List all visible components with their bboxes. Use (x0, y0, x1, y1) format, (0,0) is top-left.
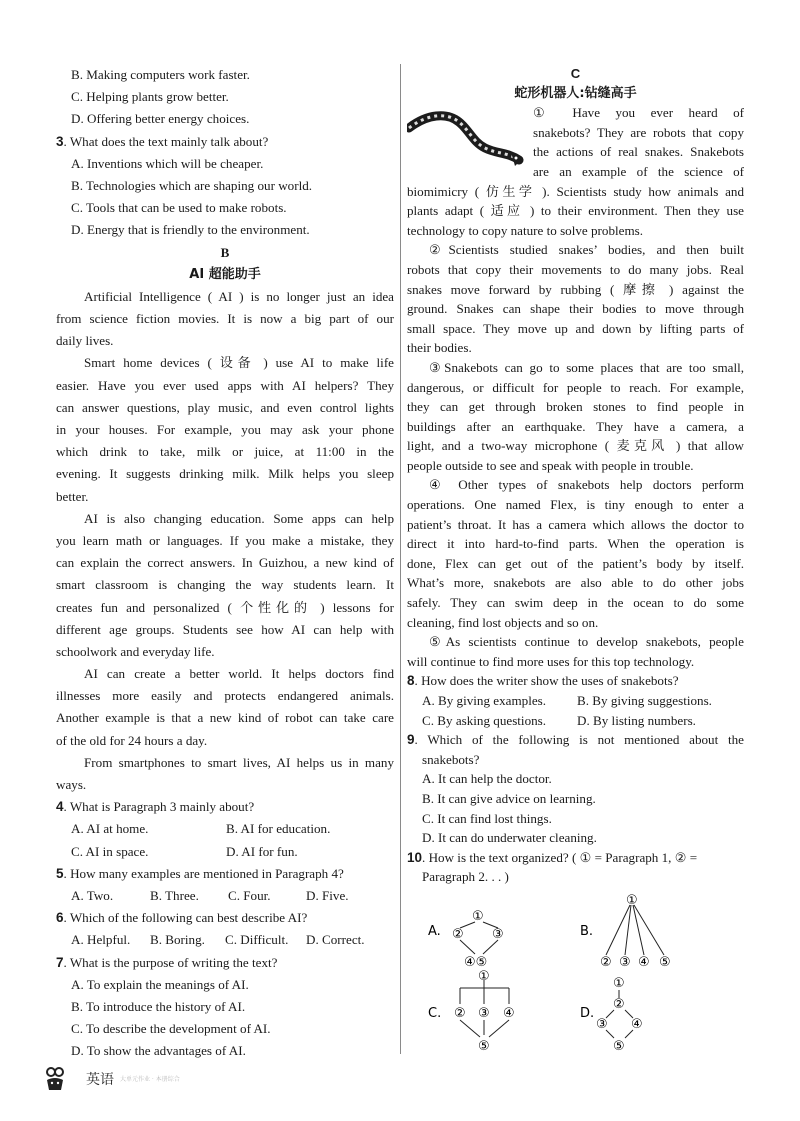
q6-options (56, 929, 394, 951)
passage-line: ⑤As scientists continue to develop snakebots, people (429, 634, 744, 650)
q4-option-a[interactable]: A. AI at home. (71, 821, 149, 837)
q8-option-c[interactable]: C. By asking questions. (422, 712, 547, 728)
node-1: ① (478, 969, 490, 984)
passage-line: small space. They move up and down by lifting parts of (407, 320, 744, 336)
passage-line: easier. Have you ever used apps with AI helpers? They (56, 377, 394, 393)
node-2: ② (613, 997, 625, 1012)
passage-c-body (407, 103, 744, 671)
q7-option-c[interactable]: C. To describe the development of AI. (71, 1021, 271, 1037)
q10-stem: 10. How is the text organized? ( ① = Paragraph 1, ② = (407, 849, 698, 865)
q7-option-a[interactable]: A. To explain the meanings of AI. (71, 976, 249, 992)
q10-option-b-diagram[interactable] (580, 893, 671, 970)
passage-line: cleaning, find lost objects and so on. (407, 614, 599, 630)
q2-option-d[interactable]: D. Offering better energy choices. (71, 111, 250, 127)
passage-line: buildings after an earthquake. They have a camera, a (407, 418, 744, 434)
q10-label-d: D. (580, 1006, 595, 1021)
node-1: ① (472, 909, 484, 924)
q6-option-c[interactable]: C. Difficult. (225, 932, 289, 948)
passage-line: people outside to see and speak with people in trouble. (407, 457, 694, 473)
q4-option-d[interactable]: D. AI for fun. (226, 843, 298, 859)
passage-line: Smart home devices ( 设备 ) use AI to make life (84, 355, 394, 371)
q10-label-b: B. (580, 924, 594, 939)
passage-line: ③Snakebots can go to some places that are too small, (429, 359, 744, 375)
passage-line: From smartphones to smart lives, AI helps us in many (84, 754, 394, 770)
q8-option-d[interactable]: D. By listing numbers. (577, 712, 696, 728)
passage-line: which drink to take, milk or juice, at 11:00 in the (56, 444, 394, 460)
q3-option-c[interactable]: C. Tools that can be used to make robots. (71, 200, 287, 216)
q5-option-d[interactable]: D. Five. (306, 887, 349, 903)
passage-line: of the old for 24 hours a day. (56, 732, 208, 748)
node-1: ① (626, 893, 638, 908)
passage-line: ways. (56, 777, 87, 792)
mascot-icon (44, 1066, 66, 1092)
passage-line: patient’s throat. It has a camera which allows the doctor to (407, 516, 744, 532)
passage-line: ground. Snakes can shape their bodies to move through (407, 301, 744, 317)
q8-options-row2 (407, 711, 744, 731)
node-5: ⑤ (478, 1039, 490, 1054)
q3-option-d[interactable]: D. Energy that is friendly to the environment. (71, 222, 310, 238)
node-4: ④ (631, 1017, 643, 1032)
q8-option-a[interactable]: A. By giving examples. (422, 693, 547, 708)
passage-line: What’s more, snakebots are also able to do other jobs (407, 575, 744, 591)
passage-line: evening. It suggests drinking milk. Milk helps you sleep (56, 466, 394, 482)
column-divider (400, 64, 401, 1054)
passage-line: snakes move forward by rubbing ( 摩擦 ) against the (407, 281, 744, 297)
passage-line: can explain the correct answers. In Guizhou, a new kind of (56, 555, 394, 571)
series-label: 大单元作业 · 本册综合 (120, 1075, 180, 1083)
q4-option-c[interactable]: C. AI in space. (71, 843, 149, 859)
node-3: ③ (478, 1006, 490, 1021)
q5-options (56, 885, 394, 907)
passage-line: technology to copy nature to solve problems. (407, 222, 644, 238)
passage-line: ②Scientists studied snakes’ bodies, and then built (429, 242, 744, 258)
passage-line: light, and a two-way microphone ( 麦克风 ) that allow (407, 438, 744, 454)
passage-line: snakebots? They are robots that copy (533, 124, 744, 140)
q3-option-b[interactable]: B. Technologies which are shaping our world. (71, 177, 313, 193)
passage-line: the actions of real snakes. Snakebots (533, 144, 744, 160)
q4-options-row2 (56, 841, 394, 863)
q10-option-c-diagram[interactable] (428, 969, 515, 1054)
q10-label-c: C. (428, 1006, 442, 1021)
passage-line: AI is also changing education. Some apps can help (84, 510, 394, 526)
q5-option-c[interactable]: C. Four. (228, 887, 271, 903)
node-4: ④ (638, 955, 650, 970)
passage-line: safely. They can swim deep in the ocean to do some (407, 595, 744, 611)
q5-stem: 5. How many examples are mentioned in Paragraph 4? (56, 865, 344, 881)
passage-line: can answer questions, play music, and even control lights (56, 399, 394, 415)
q7-stem: 7. What is the purpose of writing the text? (56, 954, 278, 970)
passage-line: AI can create a better world. It helps doctors find (84, 666, 394, 682)
q7-option-d[interactable]: D. To show the advantages of AI. (71, 1043, 246, 1059)
left-column (56, 64, 394, 1062)
passage-b-body (56, 286, 394, 796)
subject-label: 英语 (86, 1072, 114, 1088)
node-2: ② (452, 927, 464, 942)
node-2: ② (600, 955, 612, 970)
q4-options-row1 (56, 818, 394, 840)
q9-option-d[interactable]: D. It can do underwater cleaning. (422, 830, 597, 846)
q10-option-d-diagram[interactable] (580, 976, 643, 1054)
node-3: ③ (492, 927, 504, 942)
q3-stem: 3. What does the text mainly talk about? (56, 133, 269, 149)
q8-options-row1 (407, 691, 744, 711)
node-5: ⑤ (659, 955, 671, 970)
passage-line: different age groups. Students see how AI can help with (56, 621, 394, 637)
q8-stem: 8. How does the writer show the uses of snakebots? (407, 673, 679, 689)
passage-line: they can get through broken stones to find people in (407, 399, 744, 415)
node-2: ② (454, 1006, 466, 1021)
q9-option-a[interactable]: A. It can help the doctor. (422, 771, 552, 787)
q3-option-a[interactable]: A. Inventions which will be cheaper. (71, 155, 264, 171)
passage-line: are an example of the science of (533, 163, 744, 179)
q2-option-c[interactable]: C. Helping plants grow better. (71, 89, 229, 105)
passage-line: in your houses. For example, you may ask your phone (56, 422, 394, 437)
passage-b-label: B (220, 244, 230, 260)
passage-line: creates fun and personalized ( 个性化的 ) lessons for (56, 599, 394, 615)
q6-stem: 6. Which of the following can best describe AI? (56, 910, 308, 926)
node-3: ③ (596, 1017, 608, 1032)
q4-option-b[interactable]: B. AI for education. (226, 821, 331, 837)
passage-c-label: C (570, 66, 581, 81)
passage-line: better. (56, 488, 89, 504)
passage-line: illnesses more easily and protects endangered animals. (56, 688, 394, 704)
q2-option-b[interactable]: B. Making computers work faster. (71, 67, 250, 82)
passage-line: ① Have you ever heard of (533, 105, 744, 121)
q9-stem: 9. Which of the following is not mentioned about the (407, 732, 744, 748)
passage-line: daily lives. (56, 333, 114, 349)
passage-line: plants adapt ( 适应 ) to their environment. Then they use (407, 203, 744, 219)
q9-option-c[interactable]: C. It can find lost things. (422, 810, 552, 826)
passage-line: robots that copy their movements to do many jobs. Real (407, 261, 744, 277)
passage-line: schoolwork and everyday life. (56, 643, 215, 659)
passage-line: from science fiction movies. It is now a big part of our (56, 311, 394, 327)
node-1: ① (613, 976, 625, 991)
node-5: ⑤ (613, 1039, 625, 1054)
node-4-5: ④⑤ (464, 955, 488, 970)
node-4: ④ (503, 1006, 515, 1021)
q6-option-b[interactable]: B. Boring. (150, 932, 205, 948)
passage-line: dangerous, or difficult for people to reach. For example, (407, 379, 744, 395)
q10-label-a: A. (428, 924, 441, 939)
q10-stem-cont: Paragraph 2. . . ) (422, 869, 509, 885)
q6-option-d[interactable]: D. Correct. (306, 932, 365, 948)
passage-line: done, Flex can get out of the patient’s body by itself. (407, 555, 744, 571)
passage-b-title: AI 超能助手 (189, 266, 261, 282)
passage-line: biomimicry ( 仿生学 ). Scientists study how animals and (407, 183, 744, 199)
passage-line: ④ Other types of snakebots help doctors perform (429, 477, 744, 493)
q10-diagrams (420, 890, 750, 1060)
passage-line: direct it into hard-to-find parts. When the operation is (407, 536, 744, 552)
passage-line: will continue to find more uses for this top technology. (407, 653, 695, 669)
q10-option-a-diagram[interactable] (428, 909, 504, 970)
q7-option-b[interactable]: B. To introduce the history of AI. (71, 998, 246, 1014)
q4-stem: 4. What is Paragraph 3 mainly about? (56, 799, 255, 815)
q6-option-a[interactable]: A. Helpful. (71, 932, 131, 948)
page-footer (44, 1064, 180, 1094)
q9-stem-cont: snakebots? (422, 751, 480, 767)
node-3: ③ (619, 955, 631, 970)
passage-c-title: 蛇形机器人:钻缝高手 (514, 85, 637, 101)
right-column (407, 64, 744, 887)
q5-option-b[interactable]: B. Three. (150, 887, 199, 903)
passage-line: Another example is that a new kind of robot can take care (56, 710, 394, 726)
passage-line: operations. One named Flex, is tiny enough to enter a (407, 497, 744, 513)
passage-line: their bodies. (407, 340, 472, 356)
q9-option-b[interactable]: B. It can give advice on learning. (422, 790, 596, 806)
passage-line: Artificial Intelligence ( AI ) is no longer just an idea (84, 288, 394, 304)
passage-line: you learn math or languages. If you make a mistake, they (56, 532, 394, 548)
passage-line: smart classroom is changing the way students learn. It (56, 577, 394, 593)
q5-option-a[interactable]: A. Two. (71, 887, 114, 903)
q8-option-b[interactable]: B. By giving suggestions. (577, 693, 712, 708)
